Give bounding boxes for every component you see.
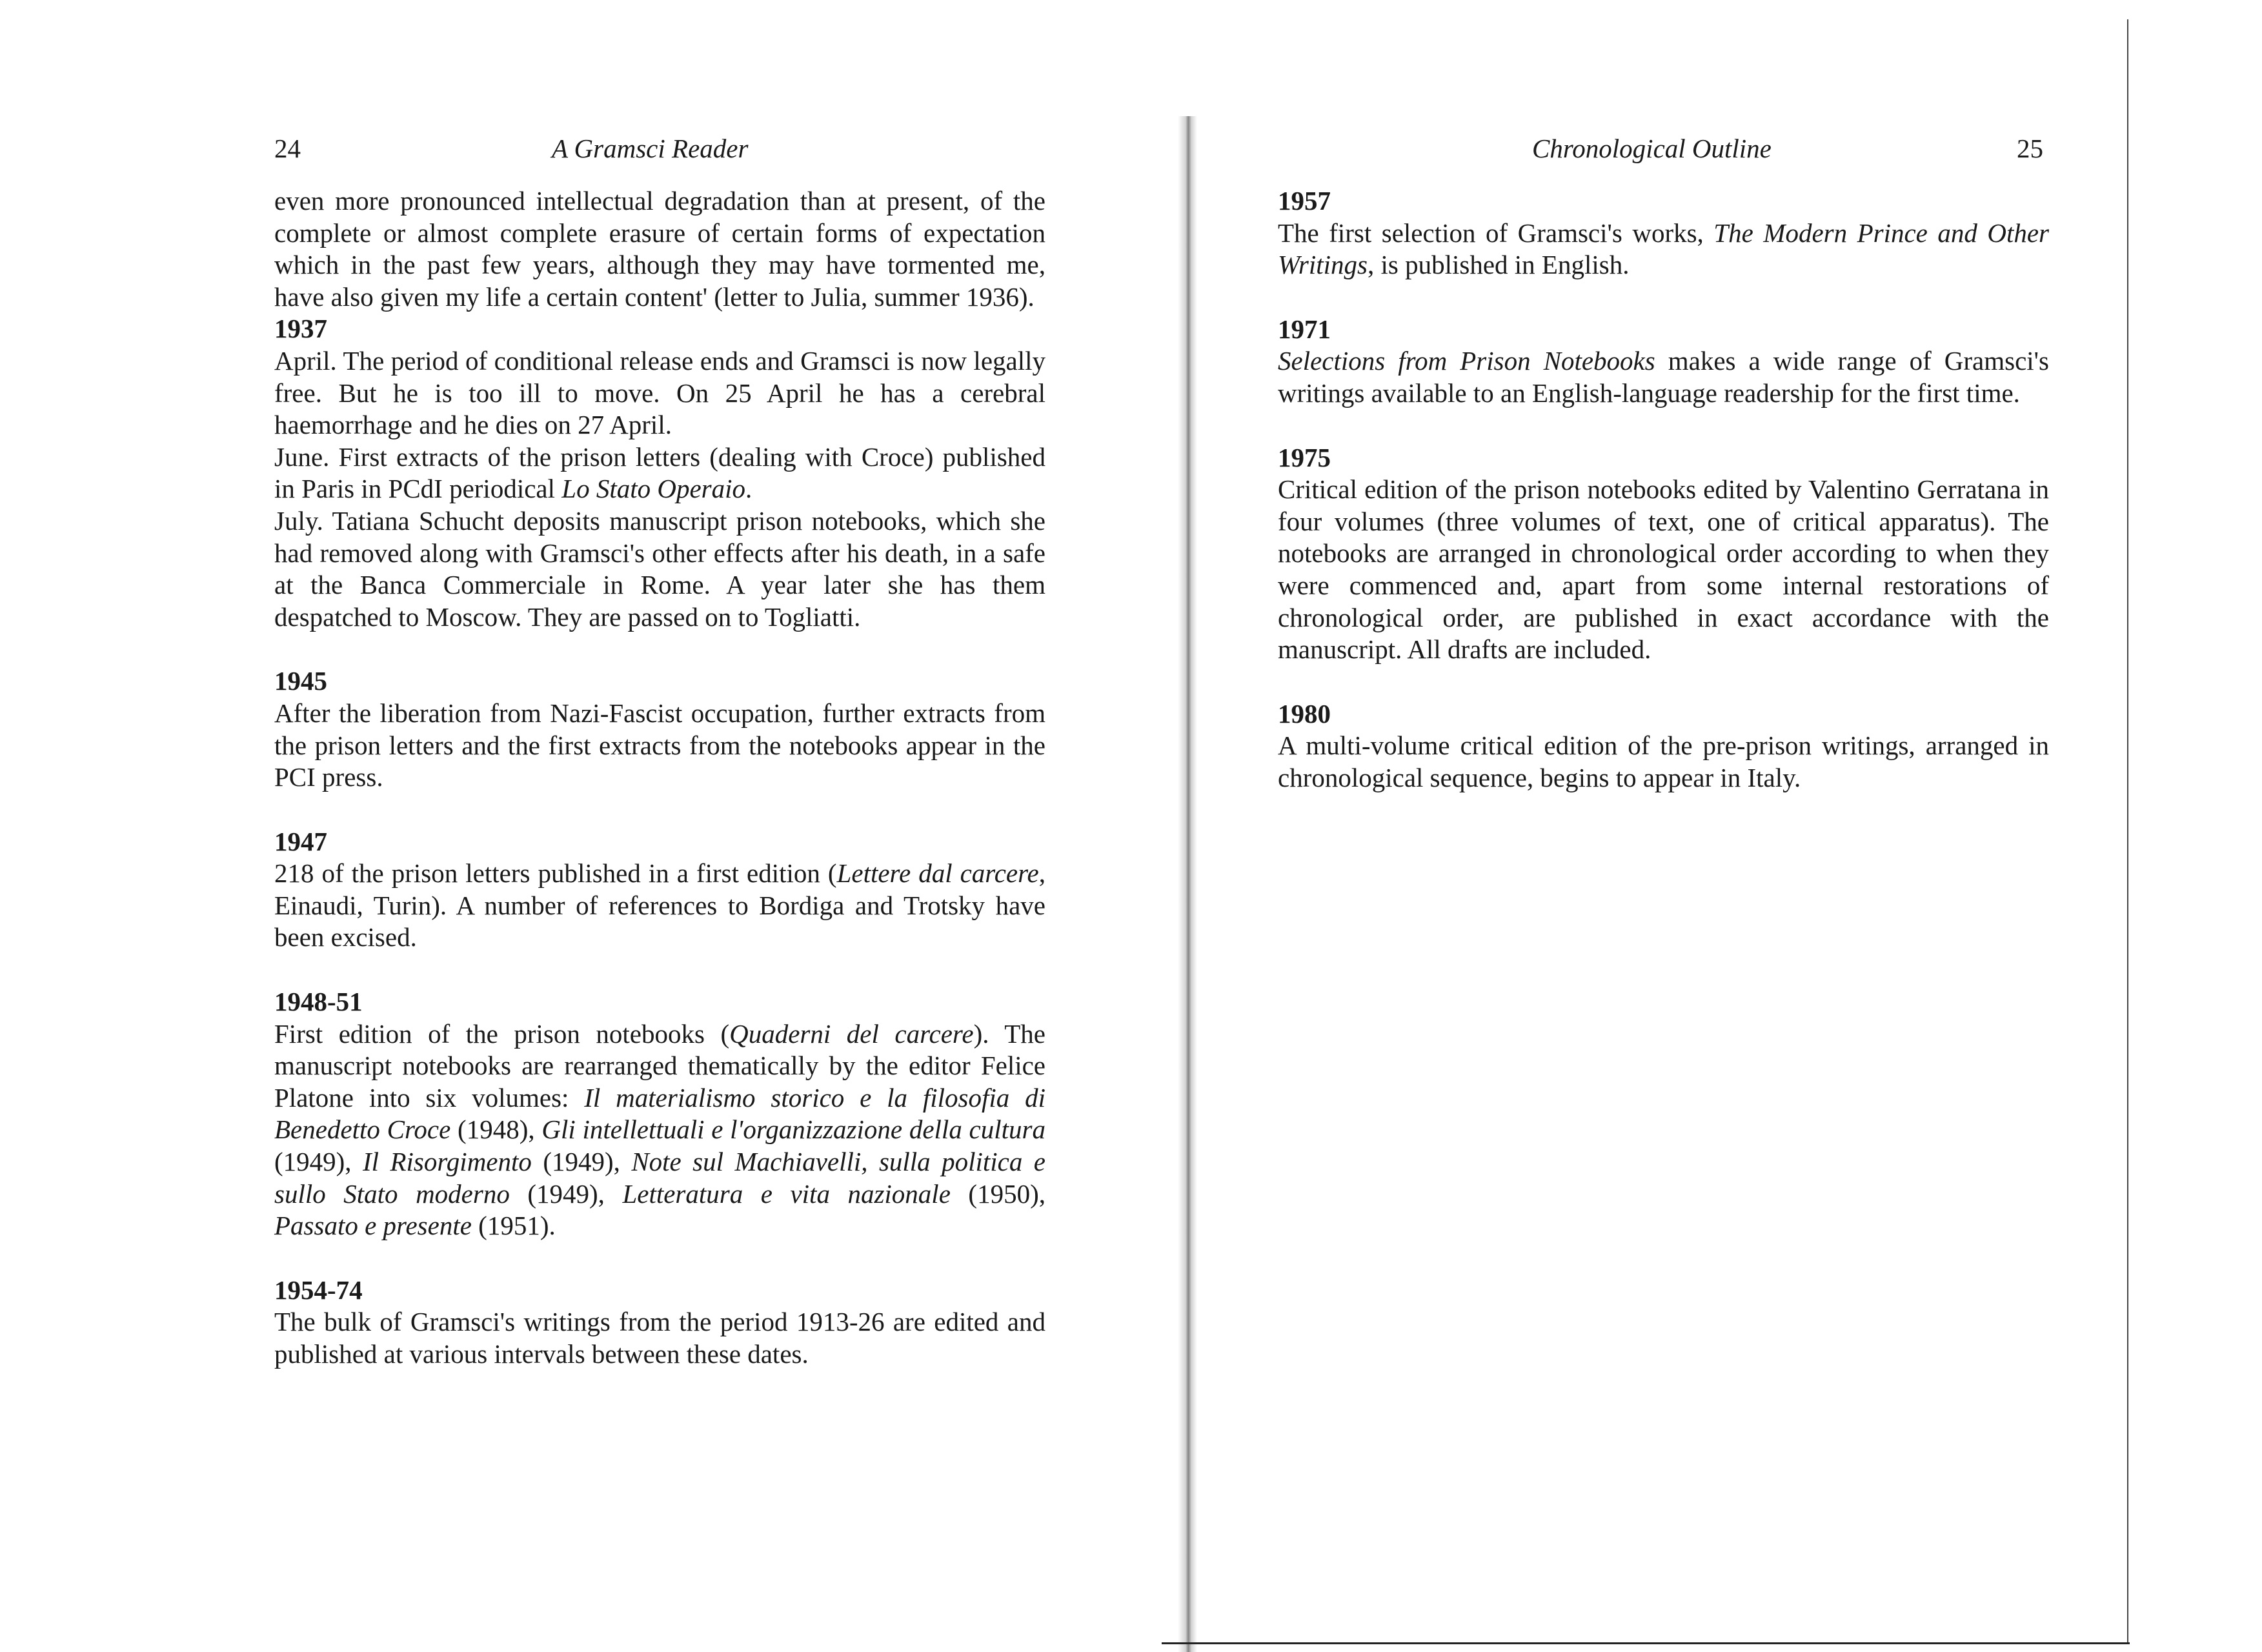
entry-year: 1957 [1278,186,1331,216]
entry-paragraph: A multi-volume critical edition of the pre-prison writings, arranged in chronological sequence, begins to appear in Italy. [1278,730,2049,792]
entry-year: 1971 [1278,314,1331,344]
entry-paragraph: First edition of the prison notebooks (Quaderni del carcere). The manuscript notebooks are rearranged thematically by the editor Felice Platone into six volumes: Il materialismo storico e la filosofia di Benedetto Croce (1948), Gli intellettuali e l'organizzazione della cultura (1949), Il Risorgimento (1949), Note sul Machiavelli, sulla politica e sullo Stato moderno (1949), Letteratura e vita nazionale (1950), Passato e presente (1951). [274,1018,1046,1241]
entry-year: 1947 [274,826,327,856]
entry-paragraph: Selections from Prison Notebooks makes a wide range of Gramsci's writings available to an English-language readership for the first time. [1278,346,2049,408]
right-page-body [1278,185,2049,827]
page-number-left: 24 [274,134,301,163]
entry-year: 1980 [1278,698,1331,729]
left-page-body [274,185,1045,1403]
entry-year: 1954-74 [274,1274,363,1305]
page-edge-right [2127,19,2128,1642]
chronology-entry [274,986,1045,1242]
chronology-entry [274,665,1045,793]
right-page [1213,0,2262,1646]
entry-paragraph: April. The period of conditional release ends and Gramsci is now legally free. But he is too ill to move. On 25 April he has a cerebral haemorrhage and he dies on 27 April. [274,345,1045,440]
entry-paragraph: After the liberation from Nazi-Fascist occupation, further extracts from the prison letters and the first extracts from the notebooks appear in the PCI press. [274,698,1045,792]
running-head-left: A Gramsci Reader [552,134,749,163]
running-head-right: Chronological Outline [1532,134,1772,163]
chronology-entry [1278,314,2049,410]
entry-paragraph: The first selection of Gramsci's works, The Modern Prince and Other Writings, is published in English. [1278,217,2049,280]
chronology-entry [274,826,1045,954]
entry-year: 1975 [1278,442,1331,472]
continuation-paragraph: even more pronounced intellectual degradation than at present, of the complete or almost complete erasure of certain forms of expectation which in the past few years, although they may have tormented me, have also given my life a certain content' (letter to Julia, summer 1936). [274,186,1045,312]
entry-paragraph: June. First extracts of the prison letters (dealing with Croce) published in Paris in PCdI periodical Lo Stato Operaio. [274,441,1045,504]
chronology-entry [274,313,1045,633]
entry-year: 1937 [274,314,327,344]
chronology-entry [1278,698,2049,794]
page-edge-bottom [1162,1642,2130,1644]
entry-paragraph: The bulk of Gramsci's writings from the period 1913-26 are edited and published at various intervals between these dates. [274,1307,1045,1369]
entry-paragraph: 218 of the prison letters published in a first edition (Lettere dal carcere, Einaudi, Turin). A number of references to Bordiga and Trotsky have been excised. [274,858,1046,952]
entry-paragraph: July. Tatiana Schucht deposits manuscript prison notebooks, which she had removed along with Gramsci's other effects after his death, in a safe at the Banca Commerciale in Rome. A year later she has them despatched to Moscow. They are passed on to Togliatti. [274,505,1045,632]
chronology-entry [274,1274,1045,1371]
entry-year: 1948-51 [274,987,363,1017]
chronology-entry [1278,185,2049,281]
entry-paragraph: Critical edition of the prison notebooks edited by Valentino Gerratana in four volumes (three volumes of text, one of critical apparatus). The notebooks are arranged in chronological order according to when they were commenced and, apart from some internal restorations of chronological order, are published in exact accordance with the manuscript. All drafts are included. [1278,474,2049,665]
chronology-entry [1278,442,2049,666]
entry-year: 1945 [274,666,327,696]
page-number-right: 25 [2017,134,2043,163]
book-gutter [1178,116,1197,1652]
